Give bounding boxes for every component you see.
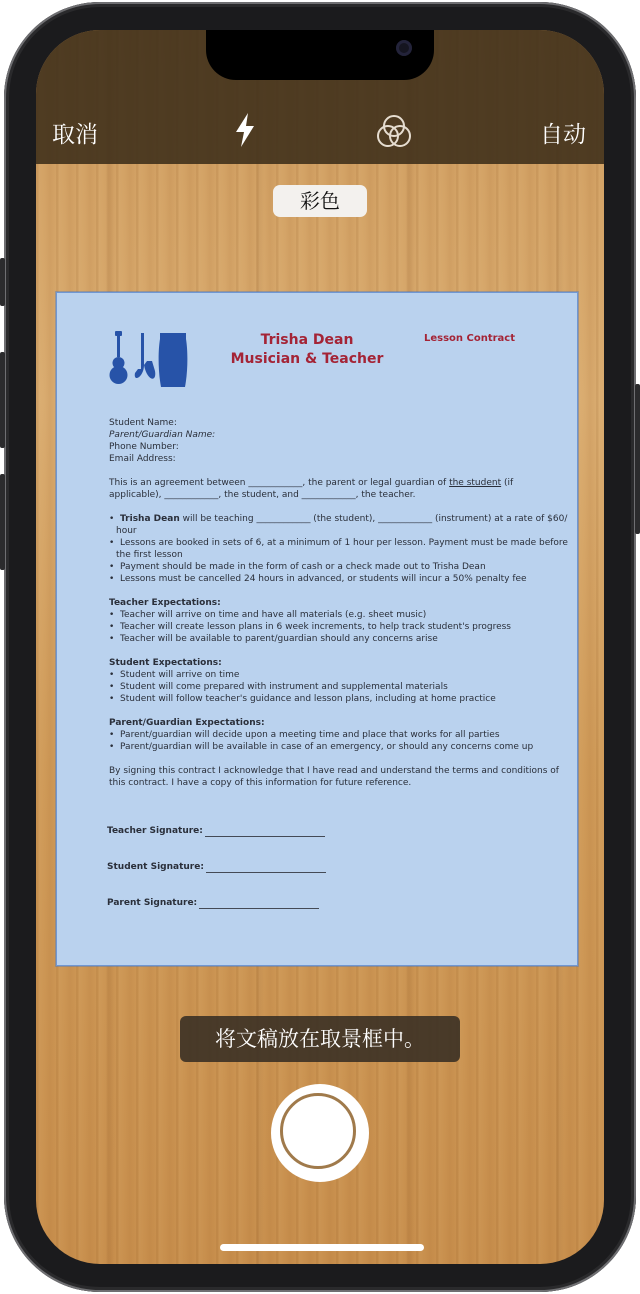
list-item: • Teacher will create lesson plans in 6 week increments, to help track student's progress [109, 622, 511, 632]
volume-down-button [0, 474, 5, 570]
doc-title-line2: Musician & Teacher [230, 351, 384, 367]
camera-viewfinder [36, 30, 604, 1264]
volume-up-button [0, 352, 5, 448]
list-item: • Student will come prepared with instrument and supplemental materials [109, 682, 448, 692]
list-item: hour [116, 526, 137, 536]
list-item: • Lessons are booked in sets of 6, at a minimum of 1 hour per lesson. Payment must be made before [109, 538, 568, 548]
list-item: • Parent/guardian will be available in case of an emergency, or should any concerns come up [109, 742, 534, 752]
list-item: • Student will follow teacher's guidance and lesson plans, including at home practice [109, 694, 496, 704]
teacher-heading: Teacher Expectations: [109, 598, 221, 608]
doc-agreement [109, 477, 514, 501]
agreement-the-student: the student [449, 478, 502, 488]
list-item: the first lesson [116, 550, 183, 560]
list-item: • Student will arrive on time [109, 670, 240, 680]
power-button [635, 384, 640, 534]
field-email: Email Address: [109, 454, 176, 464]
doc-closing [109, 765, 559, 789]
front-camera-icon [396, 40, 412, 56]
closing-line1: By signing this contract I acknowledge that I have read and understand the terms and conditions of [109, 766, 559, 776]
student-signature-line: Student Signature: [107, 861, 326, 873]
parent-signature-line: Parent Signature: [107, 897, 319, 909]
doc-student-section [109, 657, 509, 705]
field-phone: Phone Number: [109, 442, 179, 452]
notch [206, 30, 434, 80]
detected-document [56, 292, 578, 966]
shutter-inner-ring [280, 1093, 356, 1169]
agreement-line1: This is an agreement between ____________, the parent or legal guardian of the student (if [109, 478, 514, 488]
home-indicator[interactable] [220, 1244, 424, 1251]
teacher-signature-line: Teacher Signature: [107, 825, 325, 837]
doc-title-line1: Trisha Dean [260, 332, 354, 348]
agreement-line2: applicable), ____________, the student, and ____________, the teacher. [109, 490, 416, 500]
student-heading: Student Expectations: [109, 658, 222, 668]
list-item: • Trisha Dean will be teaching ____________ (the student), ____________ (instrument) at a rate of $60/ [109, 514, 568, 524]
cancel-button[interactable]: 取消 [52, 122, 98, 148]
doc-fields [109, 417, 509, 465]
field-parent-name: Parent/Guardian Name: [109, 430, 216, 440]
list-item: • Teacher will be available to parent/guardian should any concerns arise [109, 634, 438, 644]
flash-icon[interactable] [233, 112, 257, 148]
silent-switch [0, 258, 5, 306]
color-mode-pill[interactable]: 彩色 [273, 185, 367, 217]
auto-capture-button[interactable]: 自动 [540, 122, 586, 148]
list-item: • Lessons must be cancelled 24 hours in advanced, or students will incur a 50% penalty fee [109, 574, 527, 584]
field-student-name: Student Name: [109, 418, 177, 428]
doc-lesson-contract: Lesson Contract [423, 333, 515, 344]
doc-teacher-section [109, 597, 509, 645]
list-item: • Parent/guardian will decide upon a meeting time and place that works for all parties [109, 730, 500, 740]
shutter-button[interactable] [271, 1084, 369, 1182]
filters-icon[interactable] [376, 114, 412, 150]
position-hint-toast: 将文稿放在取景框中。 [180, 1016, 460, 1062]
list-item: • Payment should be made in the form of cash or a check made out to Trisha Dean [109, 562, 486, 572]
doc-parent-section [109, 717, 534, 753]
doc-main-bullets [109, 513, 568, 585]
closing-line2: this contract. I have a copy of this information for future reference. [109, 778, 412, 788]
list-item: • Teacher will arrive on time and have all materials (e.g. sheet music) [109, 610, 427, 620]
parent-heading: Parent/Guardian Expectations: [109, 718, 265, 728]
